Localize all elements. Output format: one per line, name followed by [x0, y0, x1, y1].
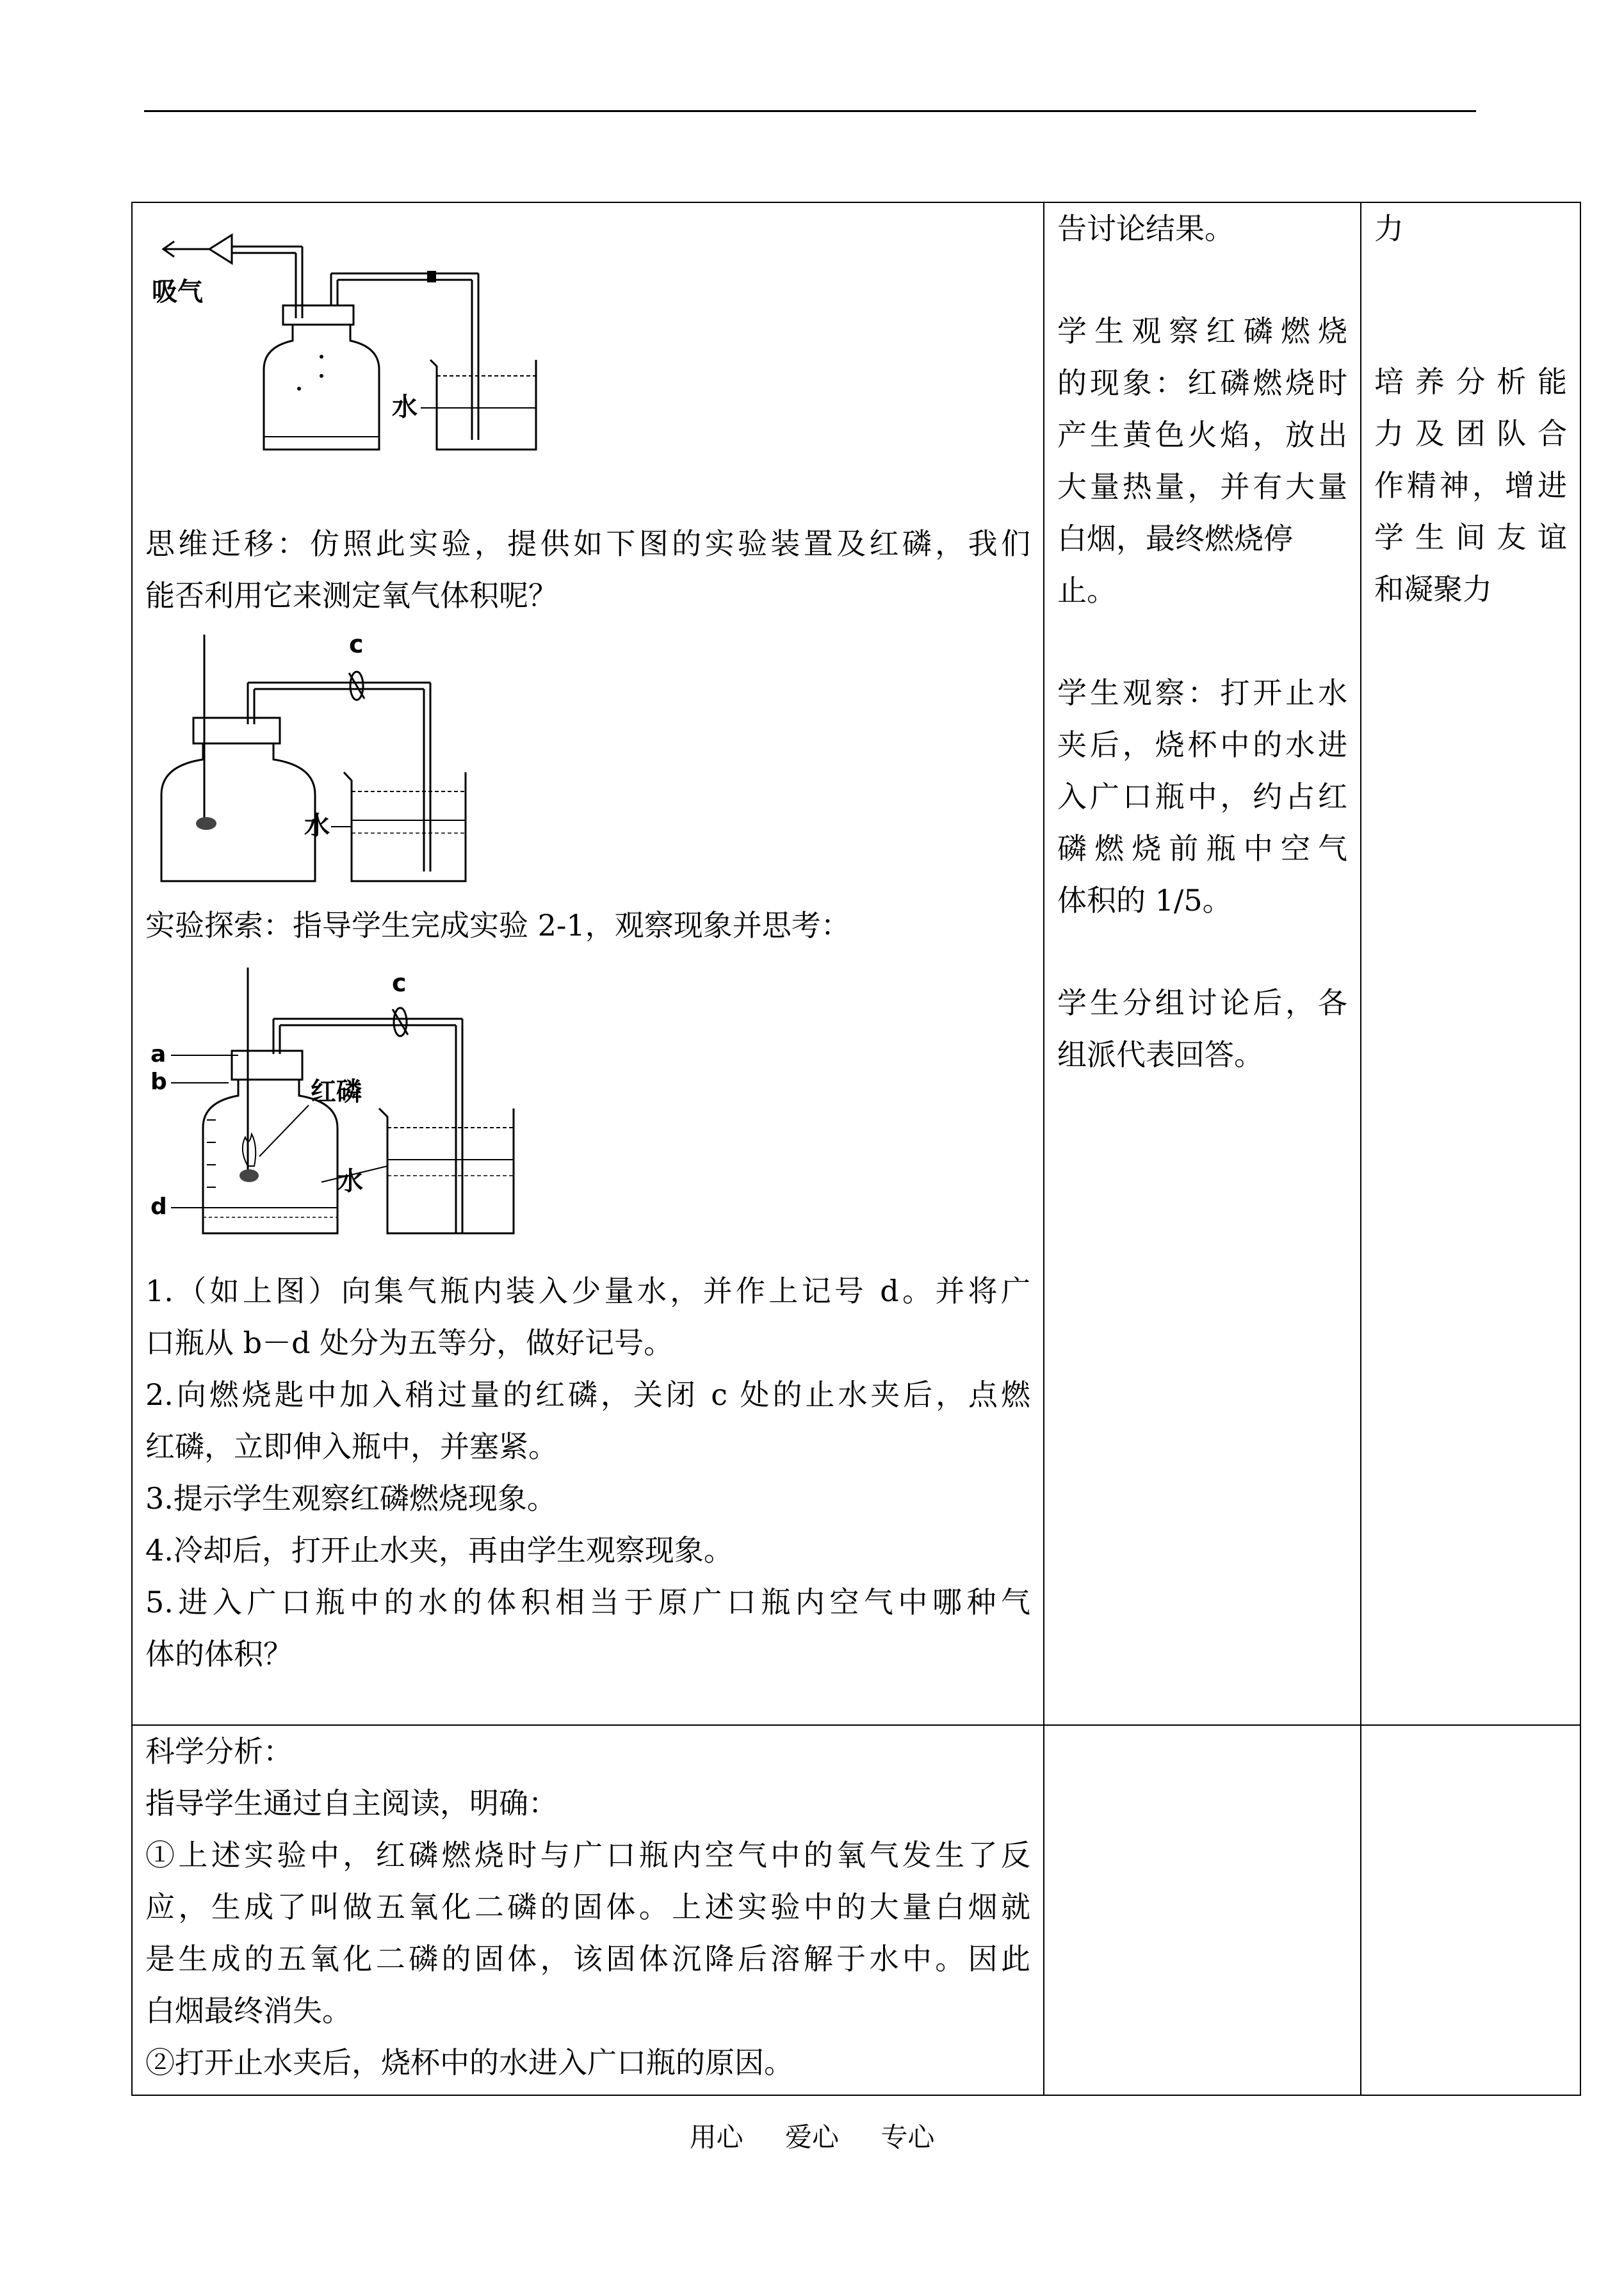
text-line: 磷燃烧前瓶中空气	[1057, 831, 1347, 866]
table-row	[132, 1725, 1580, 2095]
step-line: 体的体积？	[145, 1637, 293, 1671]
step-line: 4.冷却后，打开止水夹，再由学生观察现象。	[145, 1533, 733, 1568]
text-line: ②打开止水夹后，烧杯中的水进入广口瓶的原因。	[145, 2045, 793, 2080]
page-footer	[0, 2116, 1624, 2155]
label-a: a	[150, 1041, 166, 1067]
step-line: 口瓶从 b－d 处分为五等分，做好记号。	[145, 1326, 674, 1360]
lesson-table	[131, 202, 1581, 2096]
text-line: 学生间友谊	[1374, 520, 1567, 555]
step-line: 5.进入广口瓶中的水的体积相当于原广口瓶内空气中哪种气	[145, 1585, 1030, 1619]
header-rule	[144, 110, 1476, 112]
text-line: 培养分析能	[1374, 364, 1567, 399]
text-line: 夹后，烧杯中的水进	[1057, 727, 1347, 762]
text-line: 力及团队合	[1374, 416, 1567, 451]
text-line: 和凝聚力	[1374, 572, 1492, 606]
design-intent-cell	[1361, 1725, 1580, 2095]
text-line: 告讨论结果。	[1057, 211, 1234, 246]
text-line: 大量热量，并有大量	[1057, 469, 1347, 504]
text-line: 学生分组讨论后，各	[1057, 985, 1347, 1020]
label-inhale: 吸气	[152, 277, 203, 307]
text-line: 科学分析：	[145, 1734, 293, 1769]
thinking-transfer-line: 能否利用它来测定氧气体积呢？	[145, 578, 558, 613]
text-line: 是生成的五氧化二磷的固体，该固体沉降后溶解于水中。因此	[145, 1942, 1030, 1976]
table-row	[132, 202, 1580, 1725]
text-line: ①上述实验中，红磷燃烧时与广口瓶内空气中的氧气发生了反	[145, 1838, 1030, 1872]
text-line: 指导学生通过自主阅读，明确：	[145, 1786, 558, 1821]
text-line: 应，生成了叫做五氧化二磷的固体。上述实验中的大量白烟就	[145, 1890, 1030, 1924]
step-line: 红磷，立即伸入瓶中，并塞紧。	[145, 1429, 558, 1464]
label-clamp-c: c	[392, 969, 407, 997]
label-water: 水	[392, 393, 418, 422]
text-line: 学生观察红磷燃烧	[1057, 314, 1347, 348]
footer-text: 爱心	[784, 2121, 839, 2153]
figure-inhale-apparatus	[145, 229, 555, 498]
label-water: 水	[337, 1167, 363, 1196]
step-line: 3.提示学生观察红磷燃烧现象。	[145, 1481, 556, 1516]
student-activity-cell	[1044, 202, 1361, 1725]
figure-phosphorus-apparatus	[145, 628, 504, 897]
text-line: 组派代表回答。	[1057, 1037, 1263, 1072]
step-line: 2.向燃烧匙中加入稍过量的红磷，关闭 c 处的止水夹后，点燃	[145, 1377, 1030, 1412]
teacher-activity-cell	[132, 1725, 1044, 2095]
text-line: 白烟最终消失。	[145, 1993, 352, 2028]
label-red-phosphorus: 红磷	[311, 1077, 362, 1107]
student-activity-cell	[1044, 1725, 1361, 2095]
figure-experiment-2-1	[145, 964, 542, 1259]
text-line: 力	[1374, 211, 1404, 246]
text-line: 的现象：红磷燃烧时	[1057, 366, 1347, 400]
label-clamp-c: c	[349, 630, 364, 658]
step-line: 1.（如上图）向集气瓶内装入少量水，并作上记号 d。并将广	[145, 1274, 1030, 1308]
text-line: 学生观察：打开止水	[1057, 676, 1347, 710]
experiment-intro: 实验探索：指导学生完成实验 2-1，观察现象并思考：	[145, 908, 850, 943]
label-water: 水	[304, 811, 330, 841]
thinking-transfer-line: 思维迁移：仿照此实验，提供如下图的实验装置及红磷，我们	[145, 526, 1030, 561]
footer-text: 用心	[689, 2121, 743, 2153]
text-line: 白烟，最终燃烧停止。	[1057, 521, 1293, 608]
label-b: b	[150, 1069, 167, 1095]
design-intent-cell	[1361, 202, 1580, 1725]
footer-text: 专心	[881, 2121, 935, 2153]
text-line: 产生黄色火焰，放出	[1057, 418, 1347, 452]
text-line: 作精神，增进	[1374, 468, 1567, 503]
teacher-activity-cell	[132, 202, 1044, 1725]
text-line: 入广口瓶中，约占红	[1057, 779, 1347, 814]
label-d: d	[150, 1194, 167, 1220]
text-line: 体积的 1/5。	[1057, 883, 1232, 918]
